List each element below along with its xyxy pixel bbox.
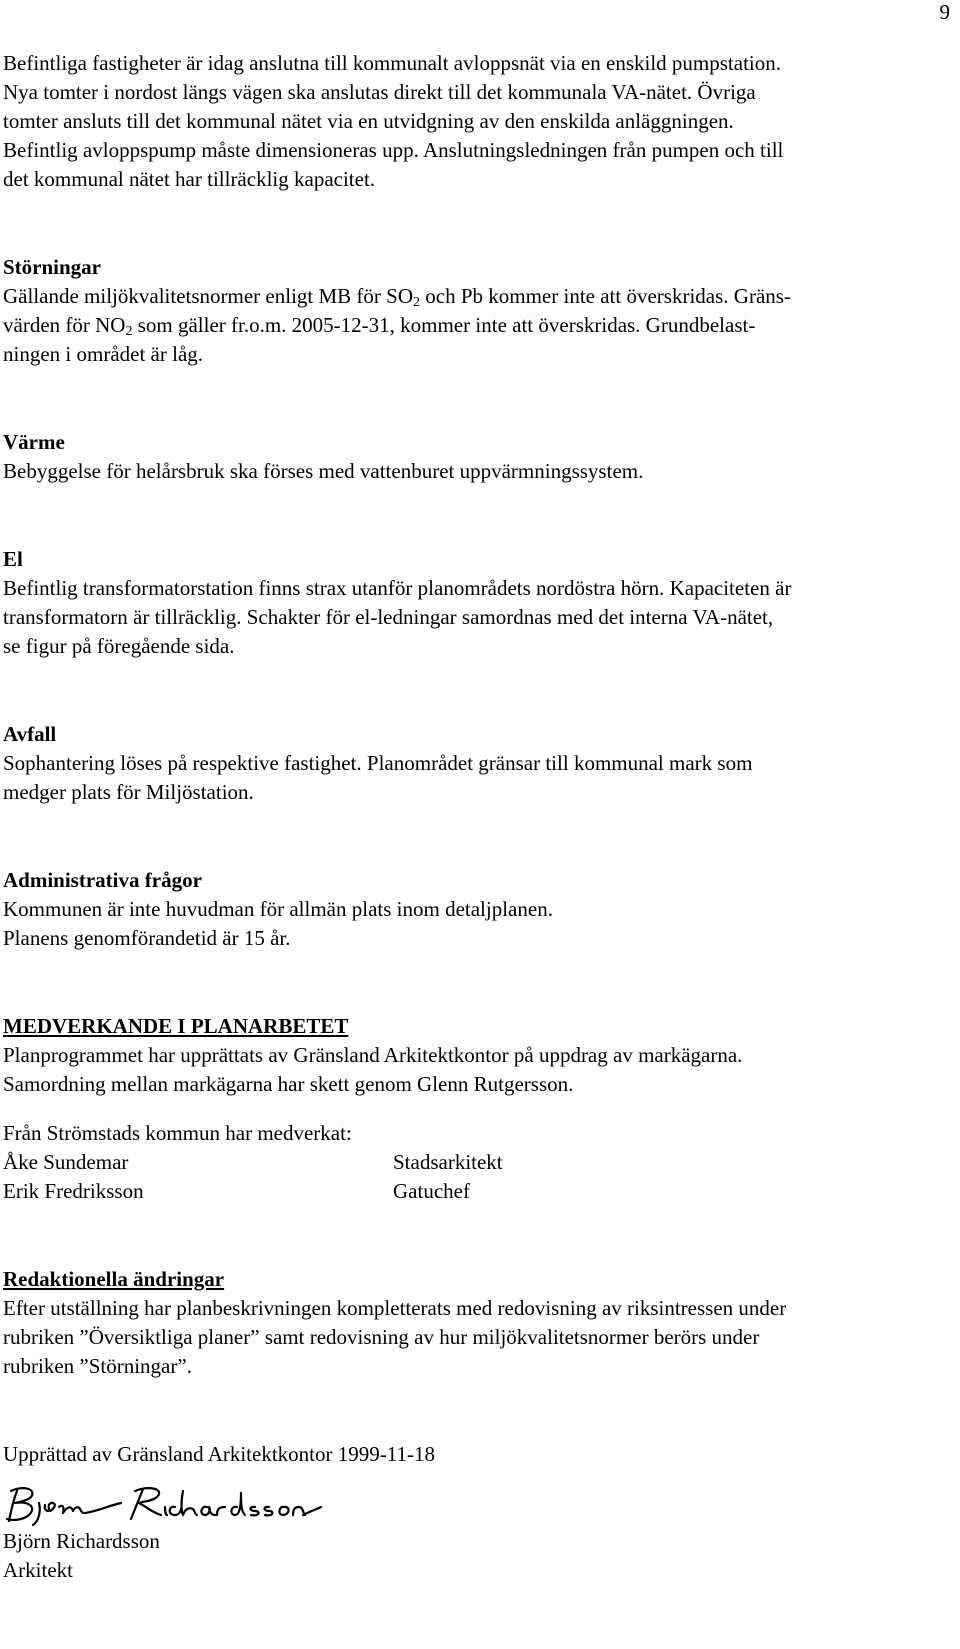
person-row <box>3 1148 948 1177</box>
text-line: Befintliga fastigheter är idag anslutna till kommunalt avloppsnät via en enskild pumpstation. <box>3 51 782 75</box>
text-line: Planprogrammet har upprättats av Gränsland Arkitektkontor på uppdrag av markägarna. <box>3 1043 743 1067</box>
footer <box>3 1440 948 1585</box>
person-role: Gatuchef <box>393 1179 470 1203</box>
signatory-name: Björn Richardsson <box>3 1529 160 1553</box>
document-body <box>3 49 948 1585</box>
section-heading: Avfall <box>3 722 57 746</box>
person-name: Åke Sundemar <box>3 1150 129 1174</box>
text-line: tomter ansluts till det kommunal nätet via en utvidgning av den enskilda anläggningen. <box>3 109 734 133</box>
text-line: värden för $NO_2$ som gäller fr.o.m. 2005-12-31, kommer inte att överskridas. Grundbelast- <box>3 313 756 339</box>
signatory-title: Arkitekt <box>3 1558 73 1582</box>
section-redaktionella <box>3 1265 948 1381</box>
person-name: Erik Fredriksson <box>3 1179 144 1203</box>
text-line: rubriken ”Översiktliga planer” samt redovisning av hur miljökvalitetsnormer berörs under <box>3 1325 760 1349</box>
section-heading: Värme <box>3 430 65 454</box>
text-line: Samordning mellan markägarna har skett genom Glenn Rutgersson. <box>3 1072 574 1096</box>
text-line: Befintlig avloppspump måste dimensioneras upp. Anslutningsledningen från pumpen och till <box>3 138 784 162</box>
section-varme <box>3 428 948 486</box>
text-line: Gällande miljökvalitetsnormer enligt MB för $SO_2$ och Pb kommer inte att överskridas. Gräns- <box>3 284 791 310</box>
section-heading: Störningar <box>3 255 102 279</box>
text-line: Nya tomter i nordost längs vägen ska anslutas direkt till det kommunala VA-nätet. Övriga <box>3 80 756 104</box>
text-line: se figur på föregående sida. <box>3 634 235 658</box>
text-line: rubriken ”Störningar”. <box>3 1354 192 1378</box>
section-heading: MEDVERKANDE I PLANARBETET <box>3 1014 349 1038</box>
section-heading: Administrativa frågor <box>3 868 202 892</box>
handwritten-signature-icon <box>3 1481 948 1527</box>
section-el <box>3 545 948 661</box>
text-line: medger plats för Miljöstation. <box>3 780 254 804</box>
section-medverkande <box>3 1012 948 1206</box>
intro-paragraph <box>3 49 948 194</box>
text-line: transformatorn är tillräcklig. Schakter för el-ledningar samordnas med det interna VA-nätet, <box>3 605 774 629</box>
text-line: Sophantering löses på respektive fastighet. Planområdet gränsar till kommunal mark som <box>3 751 753 775</box>
text-line: Planens genomförandetid är 15 år. <box>3 926 291 950</box>
person-row <box>3 1177 948 1206</box>
text-line: Kommunen är inte huvudman för allmän plats inom detaljplanen. <box>3 897 553 921</box>
section-administrativa <box>3 866 948 953</box>
text-line: Befintlig transformatorstation finns strax utanför planområdets nordöstra hörn. Kapaciteten är <box>3 576 792 600</box>
section-heading: El <box>3 547 23 571</box>
page-number: 9 <box>939 0 950 24</box>
upprattad-line: Upprättad av Gränsland Arkitektkontor 1999-11-18 <box>3 1442 435 1466</box>
text-line: det kommunal nätet har tillräcklig kapacitet. <box>3 167 376 191</box>
text-line: Efter utställning har planbeskrivningen kompletterats med redovisning av riksintressen under <box>3 1296 787 1320</box>
text-line: Från Strömstads kommun har medverkat: <box>3 1121 352 1145</box>
text-line: Bebyggelse för helårsbruk ska förses med vattenburet uppvärmningssystem. <box>3 459 644 483</box>
person-role: Stadsarkitekt <box>393 1150 503 1174</box>
section-storningar <box>3 253 948 369</box>
section-heading: Redaktionella ändringar <box>3 1267 225 1291</box>
text-line: ningen i området är låg. <box>3 342 204 366</box>
section-avfall <box>3 720 948 807</box>
